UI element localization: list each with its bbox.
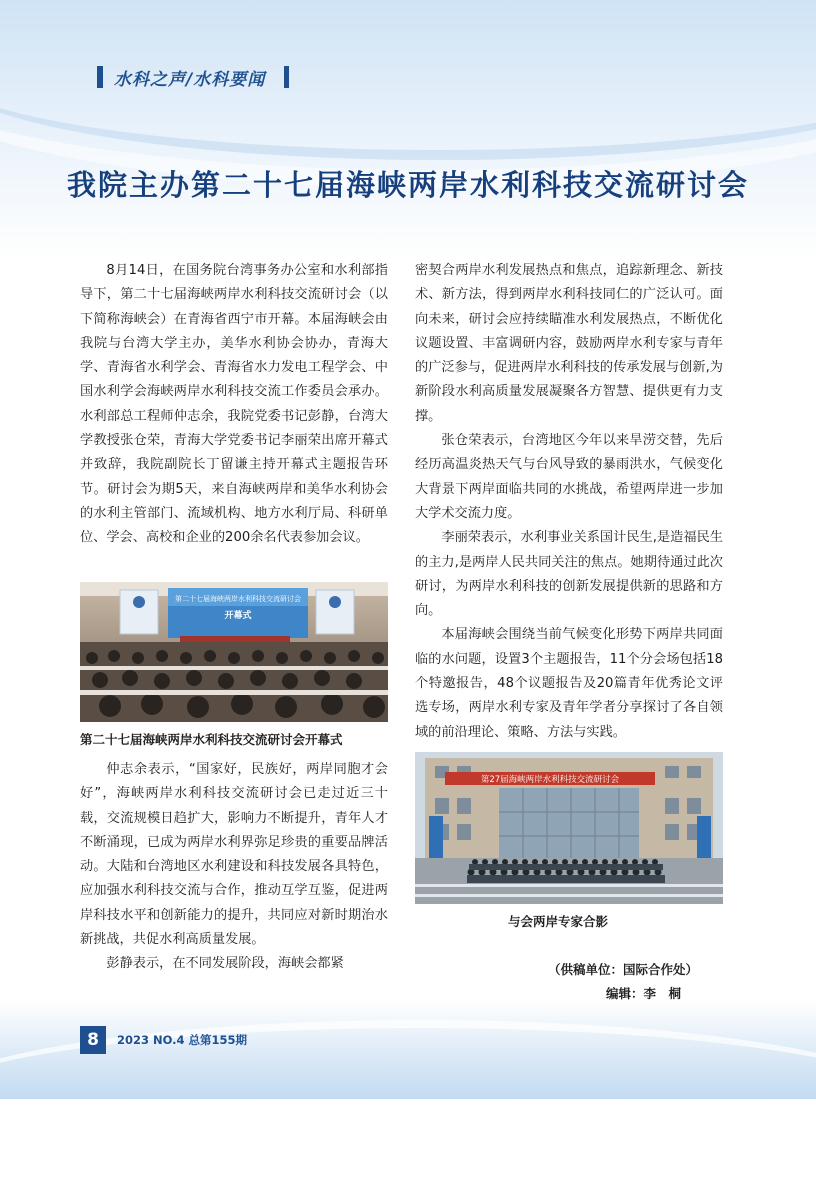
group-photo-banner: 第27届海峡两岸水利科技交流研讨会 bbox=[480, 775, 620, 785]
section-end-bar bbox=[284, 66, 289, 88]
screen-subtitle: 开幕式 bbox=[224, 611, 252, 621]
opening-ceremony-photo bbox=[80, 582, 388, 722]
paragraph: 张仓荣表示，台湾地区今年以来旱涝交替，先后经历高温炎热天气与台风导致的暴雨洪水，气候变化大背景下两岸面临共同的水挑战，希望两岸进一步加大学术交流力度。 bbox=[415, 433, 723, 521]
photo-caption: 第二十七届海峡两岸水利科技交流研讨会开幕式 bbox=[80, 732, 343, 747]
article-title: 我院主办第二十七届海峡两岸水利科技交流研讨会 bbox=[66, 168, 749, 202]
column-left-top bbox=[80, 259, 388, 551]
paragraph: 8月14日，在国务院台湾事务办公室和水利部指导下，第二十七届海峡两岸水利科技交流研讨会（以下简称海峡会）在青海省西宁市开幕。本届海峡会由我院与台湾大学主办，美华水利协会协办，青海大学、青海省水利学会、青海省水力发电工程学会、中国水利学会海峡两岸水利科技交流工作委员会承办。水利部总工程师仲志余，我院党委书记彭静，台湾大学教授张仓荣，青海大学党委书记李丽荣出席开幕式并致辞，我院副院长丁留谦主持开幕式主题报告环节。研讨会为期5天，来自海峡两岸和美华水利协会的水利主管部门、流域机构、地方水利厅局、科研单位、学会、高校和企业的200余名代表参加会议。 bbox=[80, 263, 388, 546]
issue-info: 2023 NO.4 总第155期 bbox=[117, 1033, 248, 1047]
section-title: 水科之声/水科要闻 bbox=[114, 70, 266, 90]
section-marker-bar bbox=[97, 66, 103, 88]
paragraph: 本届海峡会围绕当前气候变化形势下两岸共同面临的水问题，设置3个主题报告，11个分会场包括18个特邀报告，48个议题报告及20篇青年优秀论文评选专场，两岸水利专家及青年学者分享探讨了各自领域的前沿理论、策略、方法与实践。 bbox=[415, 627, 723, 740]
source-credit: （供稿单位：国际合作处） bbox=[548, 962, 699, 977]
paragraph: 李丽荣表示，水利事业关系国计民生,是造福民生的主力,是两岸人民共同关注的焦点。她期待通过此次研讨，为两岸水利科技的创新发展提供新的思路和方向。 bbox=[415, 530, 723, 619]
column-left-bottom bbox=[80, 758, 388, 977]
group-photo bbox=[415, 752, 723, 904]
opening-ceremony-image bbox=[80, 582, 388, 722]
paragraph: 仲志余表示，“国家好，民族好，两岸同胞才会好”，海峡两岸水利科技交流研讨会已走过近三十载，交流规模日趋扩大，影响力不断提升，青年人才不断涌现，已成为两岸水利界弥足珍贵的重要品牌活动。大陆和台湾地区水利建设和科技发展各具特色，应加强水利科技交流与合作，推动互学互鉴，促进两岸科技水平和创新能力的提升，共同应对新时期治水新挑战，共促水利高质量发展。 bbox=[80, 762, 388, 948]
screen-title: 第二十七届海峡两岸水利科技交流研讨会 bbox=[175, 595, 301, 603]
column-right bbox=[415, 259, 723, 745]
paragraph: 密契合两岸水利发展热点和焦点，追踪新理念、新技术、新方法，得到两岸水利科技同仁的广泛认可。面向未来，研讨会应持续瞄准水利发展热点，不断优化议题设置、丰富调研内容，鼓励两岸水利专家与青年的广泛参与，促进两岸水利科技的传承发展与创新,为新阶段水利高质量发展凝聚各方智慧、提供更有力支撑。 bbox=[415, 263, 723, 424]
editor-credit: 编辑：李 桐 bbox=[606, 986, 682, 1001]
page-number: 8 bbox=[80, 1026, 106, 1054]
paragraph: 彭静表示，在不同发展阶段，海峡会都紧 bbox=[106, 956, 344, 972]
photo-caption: 与会两岸专家合影 bbox=[508, 914, 609, 929]
group-photo-image bbox=[415, 752, 723, 904]
